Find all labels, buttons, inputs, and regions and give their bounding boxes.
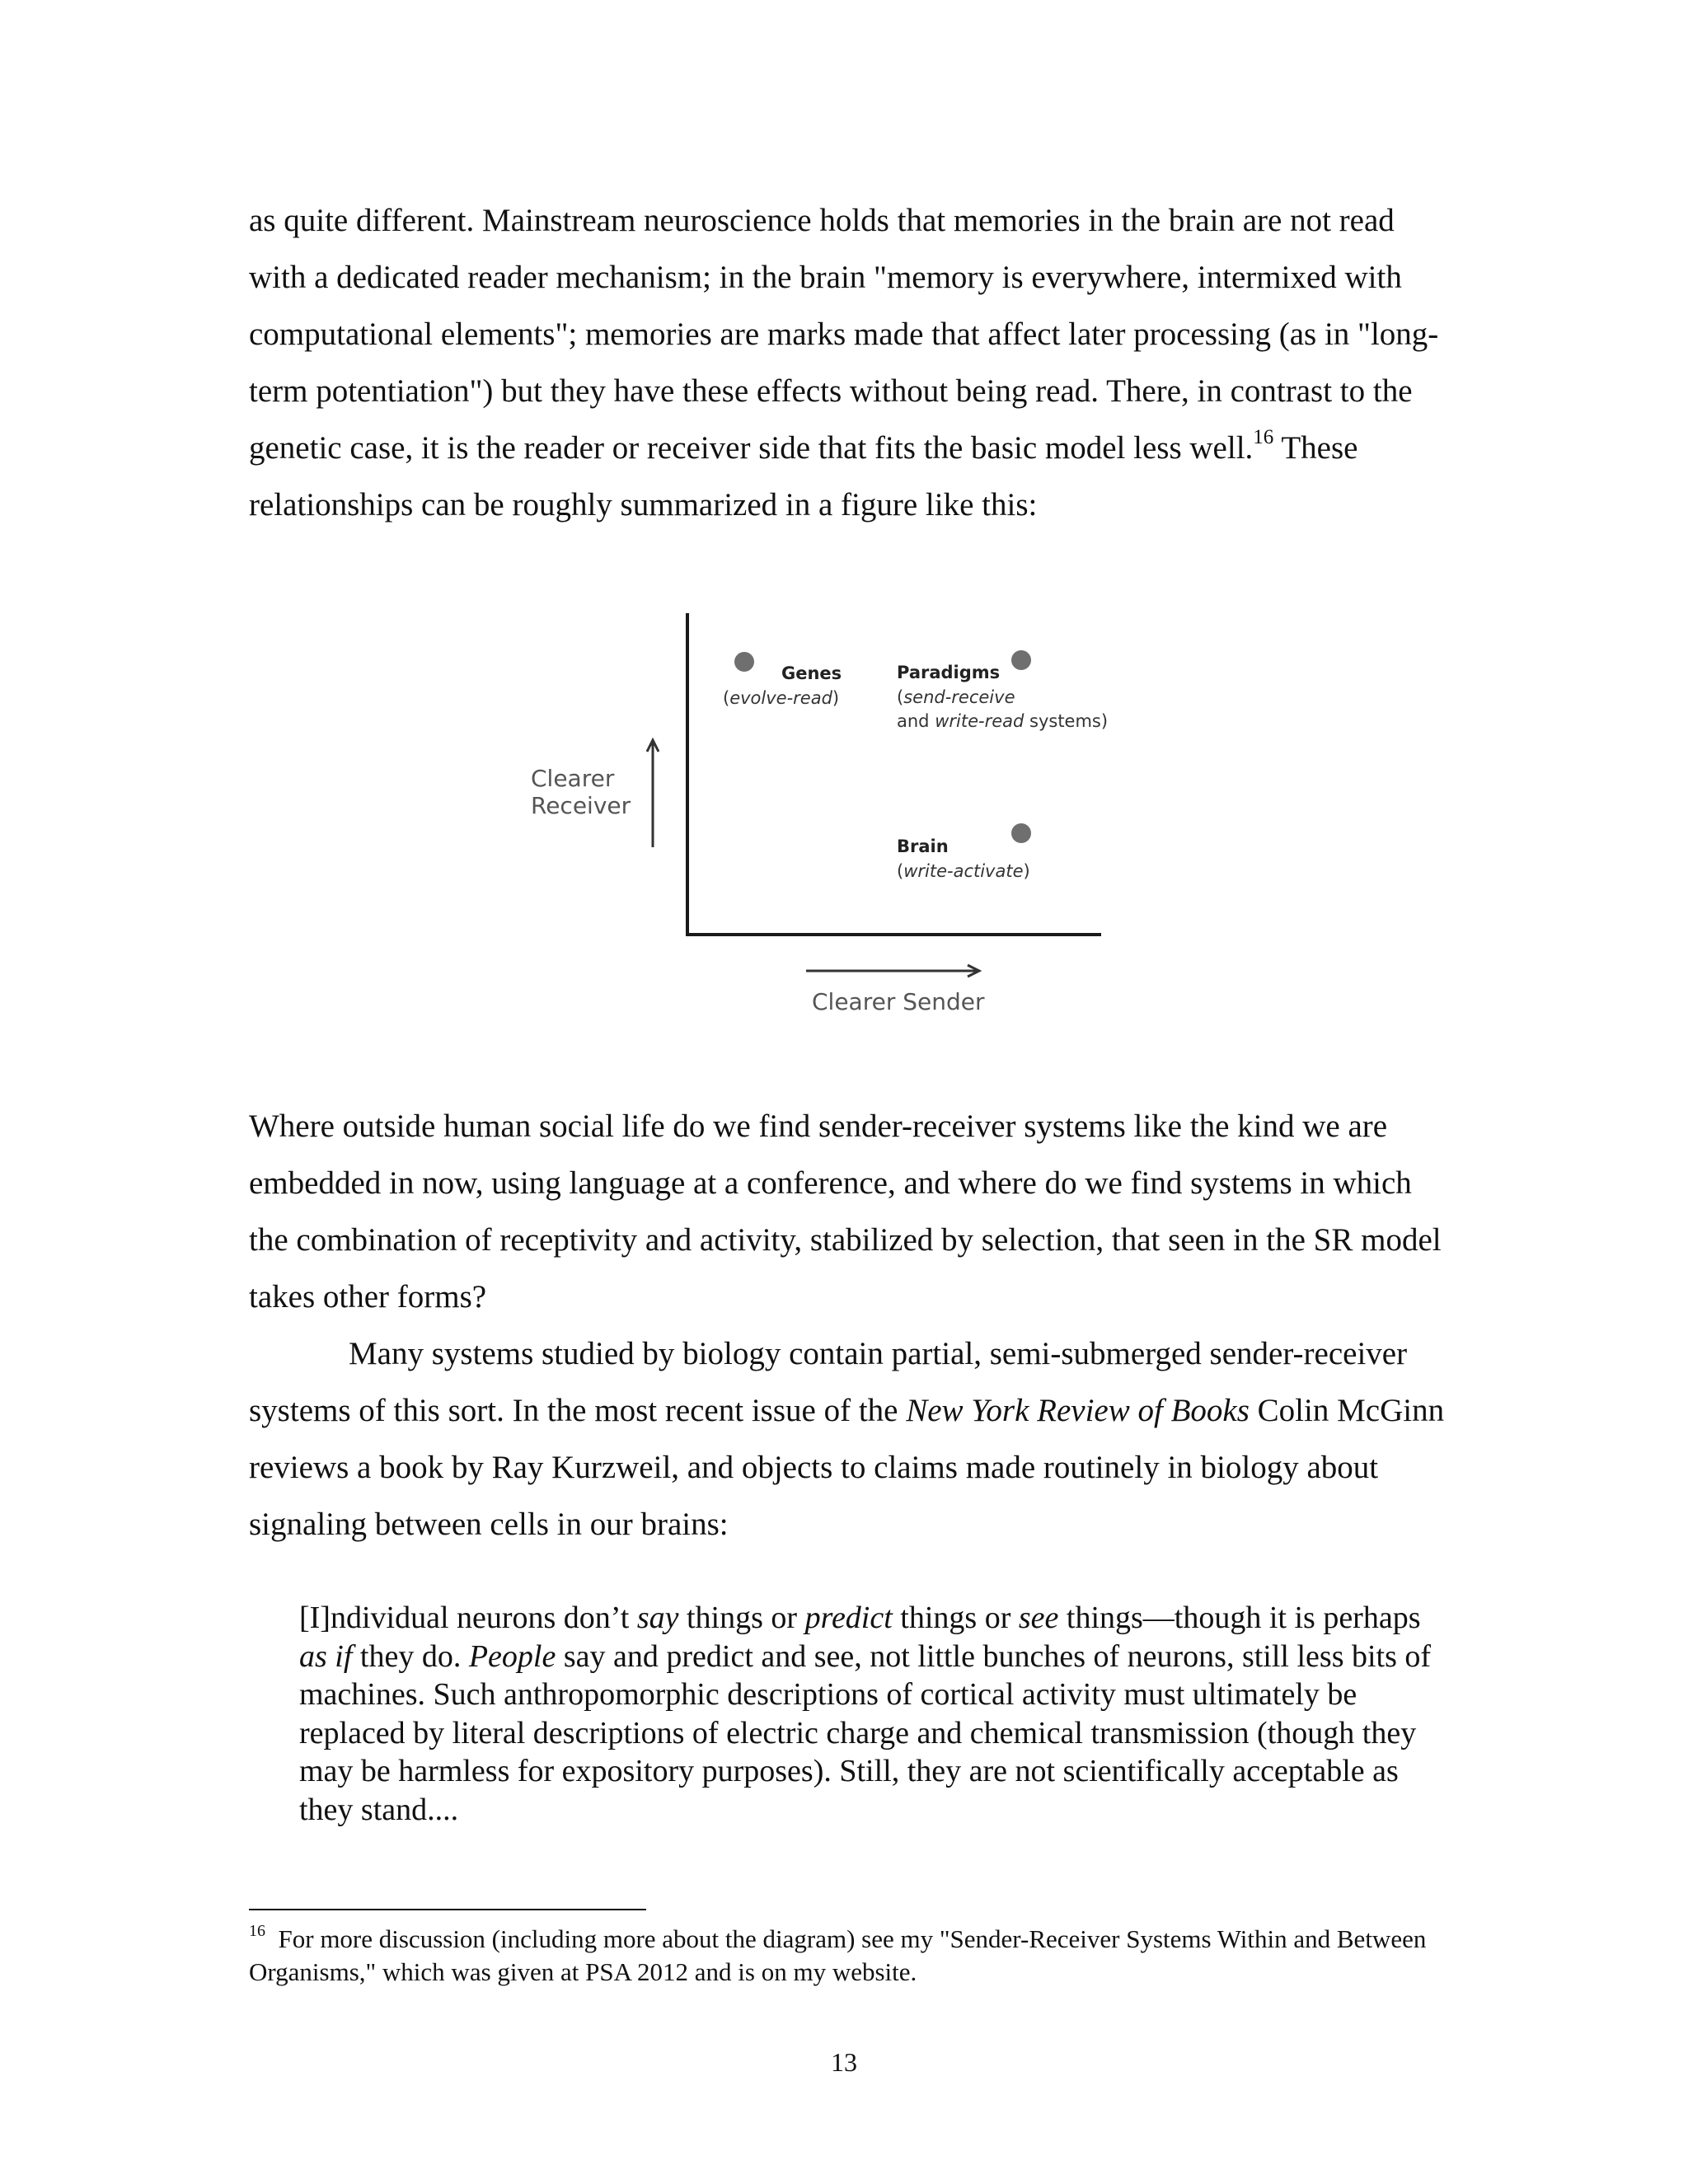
point-caption-genes: (evolve-read)	[723, 688, 840, 708]
footnote-number: 16	[249, 1921, 265, 1940]
sender-receiver-figure	[495, 593, 1170, 1055]
body-paragraph-intro	[249, 192, 1452, 533]
page-number: 13	[831, 2047, 857, 2077]
footnote-reference[interactable]: 16	[1253, 426, 1274, 448]
point-label-paradigms: Paradigms	[897, 663, 1001, 682]
figure-svg	[495, 593, 1170, 1055]
paragraph-text-continued: These relationships can be roughly summarized in a figure like this:	[249, 430, 1358, 523]
y-axis-label-line2: Receiver	[531, 792, 631, 819]
publication-title: New York Review of Books	[906, 1393, 1250, 1428]
x-axis-label: Clearer Sender	[812, 988, 985, 1015]
y-axis-label-line1: Clearer	[531, 765, 615, 792]
body-paragraph-question: Where outside human social life do we find sender-receiver systems like the kind we are embedded in now, using language at a conference, and where do we find systems in which the combination of receptivity and activity, stabilized by selection, that seen in the SR model takes other forms?	[249, 1108, 1442, 1315]
paragraph-text: Many systems studied by biology contain partial, semi-submerged sender-receiver systems of this sort. In the most recent issue of the	[249, 1336, 1408, 1428]
point-caption-paradigms-line2: and write-read systems)	[897, 711, 1109, 731]
data-point-brain	[1011, 823, 1031, 843]
point-label-genes: Genes	[781, 663, 842, 683]
paragraph-text-continued: Colin McGinn reviews a book by Ray Kurzweil, and objects to claims made routinely in biology about signaling between cells in our brains:	[249, 1393, 1445, 1542]
body-paragraph-biology	[249, 1325, 1452, 1553]
footnote-separator	[249, 1909, 646, 1910]
data-point-paradigms	[1011, 650, 1031, 670]
point-caption-paradigms-line1: (send-receive	[897, 687, 1015, 707]
point-caption-brain: (write-activate)	[897, 861, 1030, 881]
footnote-text: For more discussion (including more about the diagram) see my "Sender-Receiver Systems Within and Between Organisms," which was given at PSA 2012 and is on my website.	[249, 1924, 1433, 1986]
paragraph-text: as quite different. Mainstream neuroscience holds that memories in the brain are not read with a dedicated reader mechanism; in the brain "memory is everywhere, intermixed with computational elements"; memories are marks made that affect later processing (as in "long-term potentiation") but they have these effects without being read. There, in contrast to the genetic case, it is the reader or receiver side that fits the basic model less well.	[249, 203, 1439, 466]
point-label-brain: Brain	[897, 837, 949, 856]
data-point-genes	[734, 652, 754, 672]
footnote	[249, 1923, 1452, 1989]
block-quote: [I]ndividual neurons don’t say things or predict things or see things—though it is perhaps as if they do. People say and predict and see, not little bunches of neurons, still less bits of machines. Such anthropomorphic descriptions of cortical activity must ultimately be replaced by literal descriptions of electric charge and chemical transmission (though they may be harmless for expository purposes). Still, they are not scientifically acceptable as they stand....	[299, 1601, 1432, 1827]
